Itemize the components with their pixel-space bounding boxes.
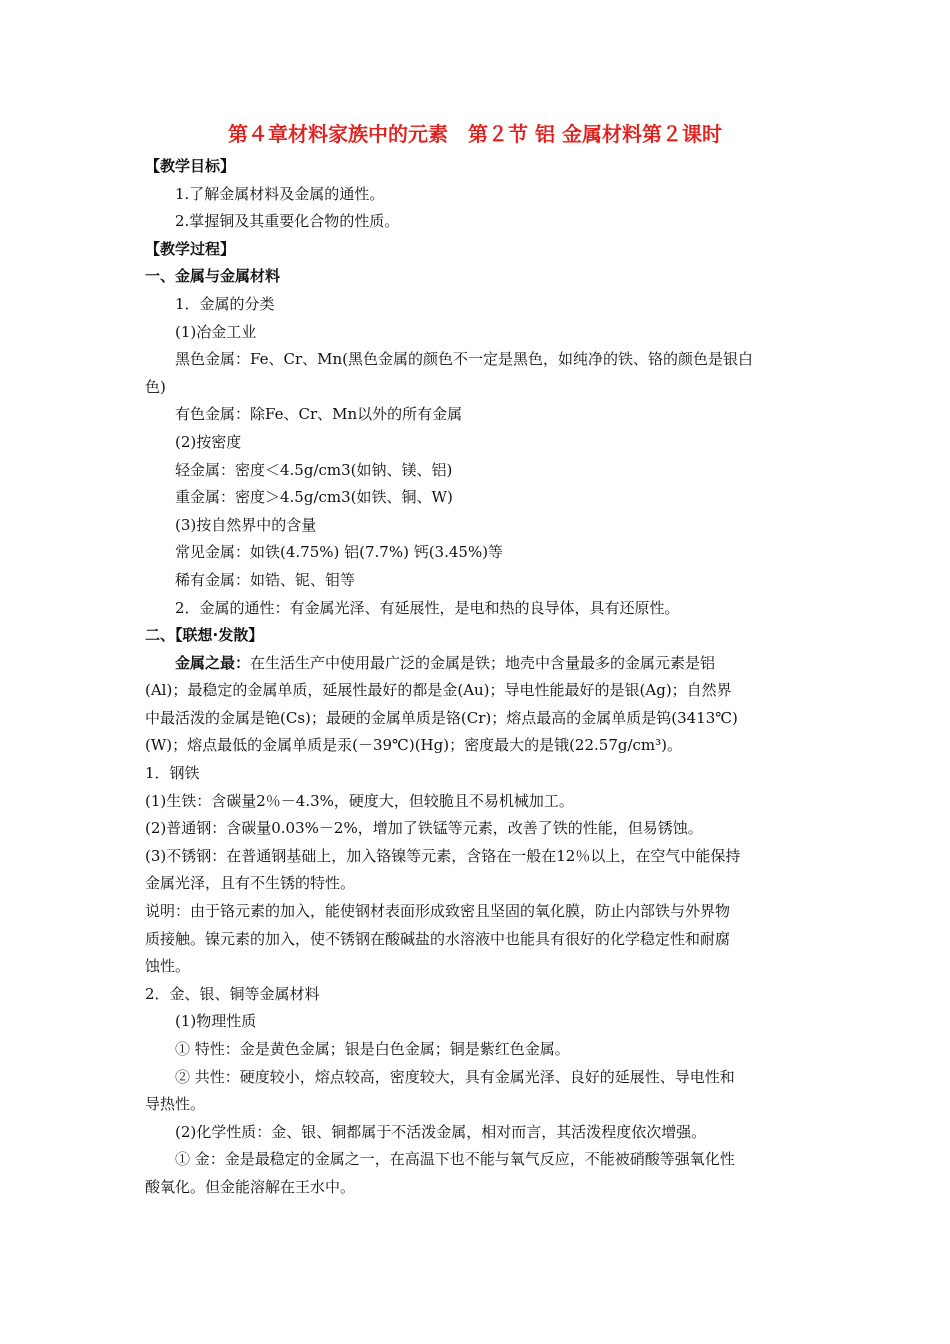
section-heading-metals: 一、金属与金属材料 [145,267,281,286]
paragraph-line: 2．金属的通性：有金属光泽、有延展性，是电和热的良导体，具有还原性。 [175,598,680,617]
document-body [145,153,810,1202]
paragraph-line: 重金属：密度＞4.5g/cm3(如铁、铜、W) [175,488,453,507]
paragraph-line: (W)；熔点最低的金属单质是汞(－39℃)(Hg)；密度最大的是锇(22.57g/cm³)。 [145,736,683,755]
paragraph-line: 稀有金属：如锆、铌、钼等 [175,570,356,589]
paragraph-line: 导热性。 [145,1095,206,1114]
inline-text: 在生活生产中使用最广泛的金属是铁；地壳中含量最多的金属元素是铝 [250,653,716,672]
paragraph-line [145,650,810,678]
paragraph-line: (Al)；最稳定的金属单质，延展性最好的都是金(Au)；导电性能最好的是银(Ag)；自然界 [145,681,732,700]
paragraph-line: 质接触。镍元素的加入，使不锈钢在酸碱盐的水溶液中也能具有很好的化学稳定性和耐腐 [145,929,731,948]
paragraph-line: 2．金、银、铜等金属材料 [145,984,320,1003]
paragraph-line: 说明：由于铬元素的加入，能使钢材表面形成致密且坚固的氧化膜，防止内部铁与外界物 [145,902,731,921]
paragraph-line: (2)按密度 [175,432,242,451]
paragraph-line: 酸氧化。但金能溶解在王水中。 [145,1177,356,1196]
document-title: 第４章材料家族中的元素 第２节 铝 金属材料第２课时 [228,122,722,146]
section-heading-association: 二、【联想·发散】 [145,626,264,645]
paragraph-line: (3)按自然界中的含量 [175,515,317,534]
paragraph-line: ① 特性：金是黄色金属；银是白色金属；铜是紫红色金属。 [175,1040,570,1058]
paragraph-line: (1)生铁：含碳量2％－4.3%，硬度大，但较脆且不易机械加工。 [145,791,574,810]
paragraph-line: 1．钢铁 [145,764,200,783]
paragraph-line: (2)普通钢：含碳量0.03%－2%，增加了铁锰等元素，改善了铁的性能，但易锈蚀。 [145,819,703,838]
paragraph-line: ② 共性：硬度较小，熔点较高，密度较大，具有金属光泽、良好的延展性、导电性和 [175,1067,735,1086]
section-heading-objectives: 【教学目标】 [145,157,236,175]
paragraph-line: (1)物理性质 [175,1012,257,1031]
paragraph-line: ① 金：金是最稳定的金属之一，在高温下也不能与氧气反应，不能被硝酸等强氧化性 [175,1150,735,1169]
paragraph-line: (2)化学性质：金、银、铜都属于不活泼金属，相对而言，其活泼程度依次增强。 [175,1122,707,1141]
paragraph-line: 金属光泽，且有不生锈的特性。 [145,874,356,893]
paragraph-line: 有色金属：除Fe、Cr、Mn以外的所有金属 [175,405,463,424]
bold-lead: 金属之最： [175,653,251,672]
paragraph-line: 中最活泼的金属是铯(Cs)；最硬的金属单质是铬(Cr)；熔点最高的金属单质是钨(3413℃) [145,708,738,727]
paragraph-line: 黑色金属：Fe、Cr、Mn(黑色金属的颜色不一定是黑色，如纯净的铁、铬的颜色是银白 [175,350,753,369]
paragraph-line: (3)不锈钢：在普通钢基础上，加入铬镍等元素，含铬在一般在12％以上，在空气中能保持 [145,846,741,865]
paragraph-line: 1．金属的分类 [175,294,275,313]
paragraph-line: 轻金属：密度＜4.5g/cm3(如钠、镁、铝) [175,460,453,479]
objective-item: 1.了解金属材料及金属的通性。 [175,184,385,203]
paragraph-line: 蚀性。 [145,957,191,976]
paragraph-line: 色) [145,377,166,396]
section-heading-process: 【教学过程】 [145,239,236,258]
objective-item: 2.掌握铜及其重要化合物的性质。 [175,212,400,231]
paragraph-line: (1)冶金工业 [175,322,257,341]
paragraph-line: 常见金属：如铁(4.75%) 铝(7.7%) 钙(3.45%)等 [175,543,504,562]
